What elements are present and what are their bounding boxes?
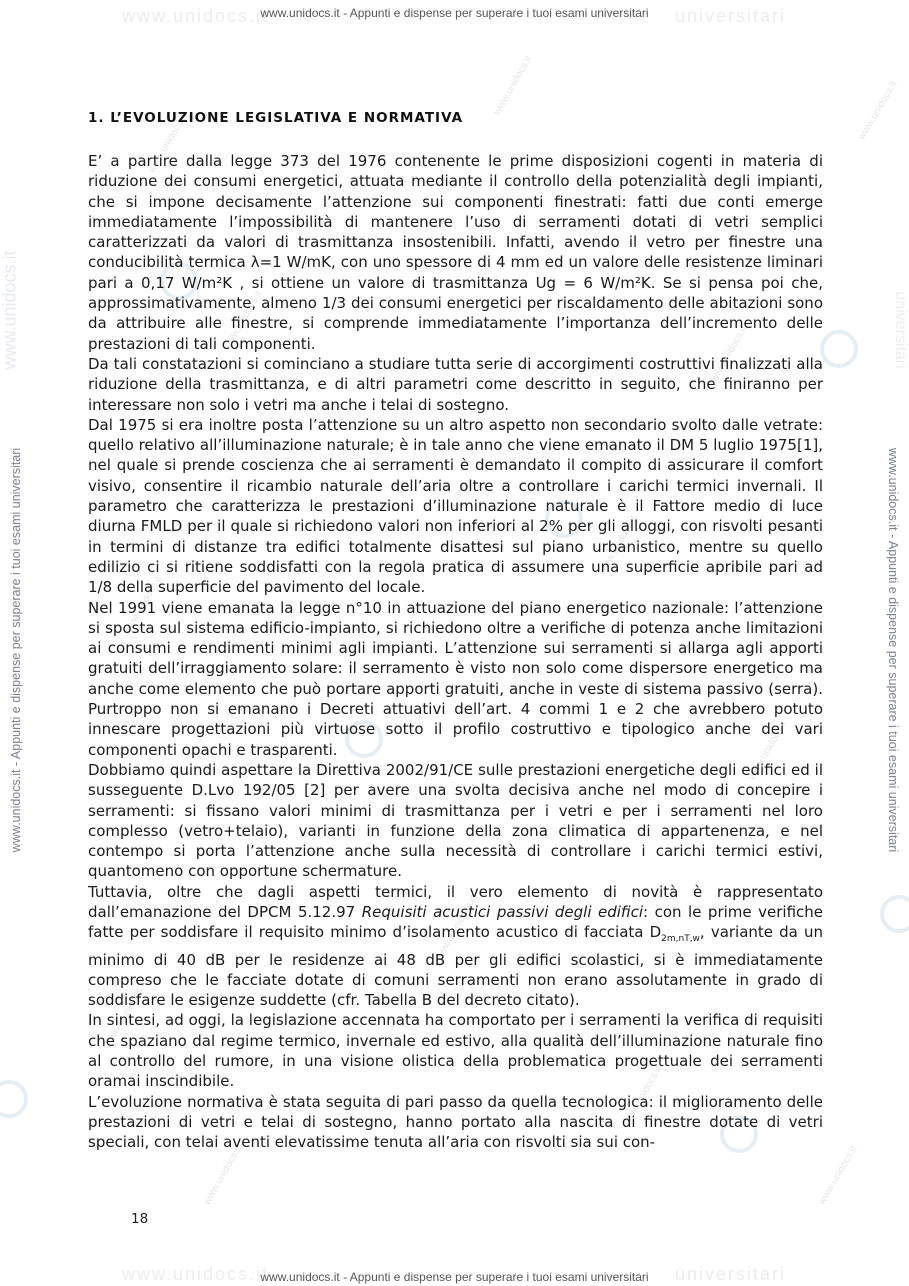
ghost-watermark-mark: www.unidocs.it xyxy=(491,54,535,117)
top-watermark xyxy=(0,4,909,26)
page-number: 18 xyxy=(131,1211,149,1227)
unidocs-logo-icon xyxy=(0,1080,28,1118)
ghost-watermark-mark: www.unidocs.it xyxy=(436,894,480,957)
right-watermark-text: www.unidocs.it - Appunti e dispense per superare i tuoi esami universitari xyxy=(886,447,900,853)
paragraph-text: , variante da un minimo di 40 dB per le residenze ai 48 dB per gli edifici scolastici, si è immediatamente compreso che le facciate dotate di comuni serramenti non erano assolutamente in grado di soddisfare le esigenze suddette (cfr. Tabella B del decreto citato). xyxy=(88,923,823,1010)
top-watermark-text: www.unidocs.it - Appunti e dispense per superare i tuoi esami universitari xyxy=(260,6,649,20)
bottom-watermark-text: www.unidocs.it - Appunti e dispense per superare i tuoi esami universitari xyxy=(260,1270,649,1284)
ghost-watermark-mark: www.unidocs.it xyxy=(621,1064,665,1127)
paragraph: Da tali constatazioni si cominciano a studiare tutta serie di accorgimenti costruttivi finalizzati alla riduzione della trasmittanza, e di altri parametri come descritto in seguito, che finiranno per interessare non solo i vetri ma anche i telai di sostegno. xyxy=(88,354,823,414)
ghost-watermark-mark: www.unidocs.it xyxy=(221,289,265,352)
index-subscript: 2m,nT,w xyxy=(661,934,700,945)
body-text xyxy=(88,151,823,1153)
unidocs-logo-icon xyxy=(880,895,909,933)
bottom-watermark xyxy=(0,1264,909,1286)
section-title: 1. L’EVOLUZIONE LEGISLATIVA E NORMATIVA xyxy=(88,110,464,126)
paragraph: Dobbiamo quindi aspettare la Direttiva 2002/91/CE sulle prestazioni energetiche degli edifici ed il susseguente D.Lvo 192/05 [2] per avere una svolta decisiva anche nel modo di concepire i serramenti: si fissano valori minimi di trasmittanza per i vetri e per i serramenti nel loro complesso (vetro+telaio), varianti in funzione della zona climatica di appartenenza, e nel contempo si porta l’attenzione anche sulla necessità di controllare i carichi termici estivi, quantomeno con opportune schermature. xyxy=(88,760,823,881)
left-watermark-text: www.unidocs.it - Appunti e dispense per superare i tuoi esami universitari xyxy=(9,447,23,853)
paragraph: E’ a partire dalla legge 373 del 1976 contenente le prime disposizioni cogenti in materia di riduzione dei consumi energetici, attuata mediante il controllo della potenzialità degli impianti, che si impone decisamente l’attenzione sui componenti finestrati: fatti due conti emerge immediatamente l’impossibilità di mantenere l’uso di serramenti dotati di vetri semplici caratterizzati da valori di trasmittanza insostenibili. Infatti, avendo il vetro per finestre una conducibilità termica λ=1 W/mK, con uno spessore di 4 mm ed un valore delle resistenze liminari pari a 0,17 W/m²K , si ottiene un valore di trasmittanza Ug = 6 W/m²K. Se si pensa poi che, approssimativamente, almeno 1/3 dei consumi energetici per riscaldamento delle abitazioni sono da attribuire alle finestre, si comprende immediatamente l’importanza dell’incremento delle prestazioni di tali componenti. xyxy=(88,152,823,353)
top-watermark-ghost-right: universitari xyxy=(675,6,787,26)
ghost-watermark-mark: www.unidocs.it xyxy=(746,719,790,782)
unidocs-logo-icon xyxy=(820,330,858,368)
paragraph: In sintesi, ad oggi, la legislazione accennata ha comportato per i serramenti la verifica di requisiti che spaziano dal regime termico, invernale ed estivo, alla qualità dell’illuminazione naturale fino al controllo del rumore, in una visione olistica della problematica progettuale dei serramenti oramai inscindibile. xyxy=(88,1011,823,1091)
ghost-watermark-mark: www.unidocs.it xyxy=(106,979,150,1042)
bottom-watermark-ghost-right: universitari xyxy=(675,1264,787,1284)
ghost-watermark-mark: www.unidocs.it xyxy=(706,324,750,387)
ghost-watermark-mark: www.unidocs.it xyxy=(121,574,165,637)
paragraph: Nel 1991 viene emanata la legge n°10 in attuazione del piano energetico nazionale: l’attenzione si sposta sul sistema edificio-impianto, si richiedono oltre a verifiche di potenza anche limitazioni ai consumi e rendimenti minimi agli impianti. L’attenzione sui serramenti si allarga agli apporti gratuiti dell’irraggiamento solare: il serramento è visto non solo come dispersore energetico ma anche come elemento che può portare apporti gratuiti, anche in veste di sistema passivo (serra). Purtroppo non si emanano i Decreti attuativi dell’art. 4 commi 1 e 2 che avrebbero potuto innescare progettazioni più virtuose sotto il profilo costruttivo e tipologico anche dei vari componenti opachi e trasparenti. xyxy=(88,598,823,759)
paragraph: L’evoluzione normativa è stata seguita di pari passo da quella tecnologica: il miglioramento delle prestazioni di vetri e telai di sostegno, hanno portato alla nascita di finestre dotate di vetri speciali, con telai aventi elevatissime tenuta all’aria con risvolti sia sui con- xyxy=(88,1092,823,1152)
paragraph-text: Tuttavia, oltre che dagli aspetti termici, il vero elemento di novità è rappresentato dall’emanazione del DPCM 5.12.97 xyxy=(88,882,823,921)
paragraph: Dal 1975 si era inoltre posta l’attenzione su un altro aspetto non secondario svolto dalle vetrate: quello relativo all’illuminazione naturale; è in tale anno che viene emanato il DM 5 luglio 1975[1], nel quale si prende coscienza che ai serramenti è demandato il compito di assicurare il comfort visivo, consentire il ricambio naturale dell’aria oltre a controllare i carichi termici invernali. Il parametro che caratterizza le prestazioni d’illuminazione naturale è il Fattore medio di luce diurna FMLD per il quale si richiedono valori non inferiori al 2% per gli alloggi, con risvolti pesanti in termini di distanze tra edifici totalmente disattesi sul piano urbanistico, mentre su quello edilizio ci si ritiene soddisfatti con la regola pratica di assumere una superficie apribile pari ad 1/8 della superficie del pavimento del locale. xyxy=(88,415,823,597)
left-ghost-watermark: www.unidocs.it xyxy=(0,250,20,370)
decree-title: Requisiti acustici passivi degli edifici xyxy=(361,902,644,921)
ghost-watermark-mark: www.unidocs.it xyxy=(816,1144,860,1207)
top-watermark-ghost: www.unidocs.it xyxy=(122,6,270,26)
paragraph-text: : con le prime verifiche fatte per soddisfare il requisito minimo d’isolamento acustico di facciata D xyxy=(88,902,823,942)
ghost-watermark-mark: www.unidocs.it xyxy=(146,112,190,175)
paragraph xyxy=(88,882,823,1011)
ghost-watermark-mark: www.unidocs.it xyxy=(201,1144,245,1207)
ghost-watermark-mark: www.unidocs.it xyxy=(856,79,900,142)
right-ghost-watermark: universitari xyxy=(892,291,909,369)
ghost-watermark-mark: www.unidocs.it xyxy=(596,514,640,577)
bottom-watermark-ghost: www.unidocs.it xyxy=(122,1264,270,1284)
